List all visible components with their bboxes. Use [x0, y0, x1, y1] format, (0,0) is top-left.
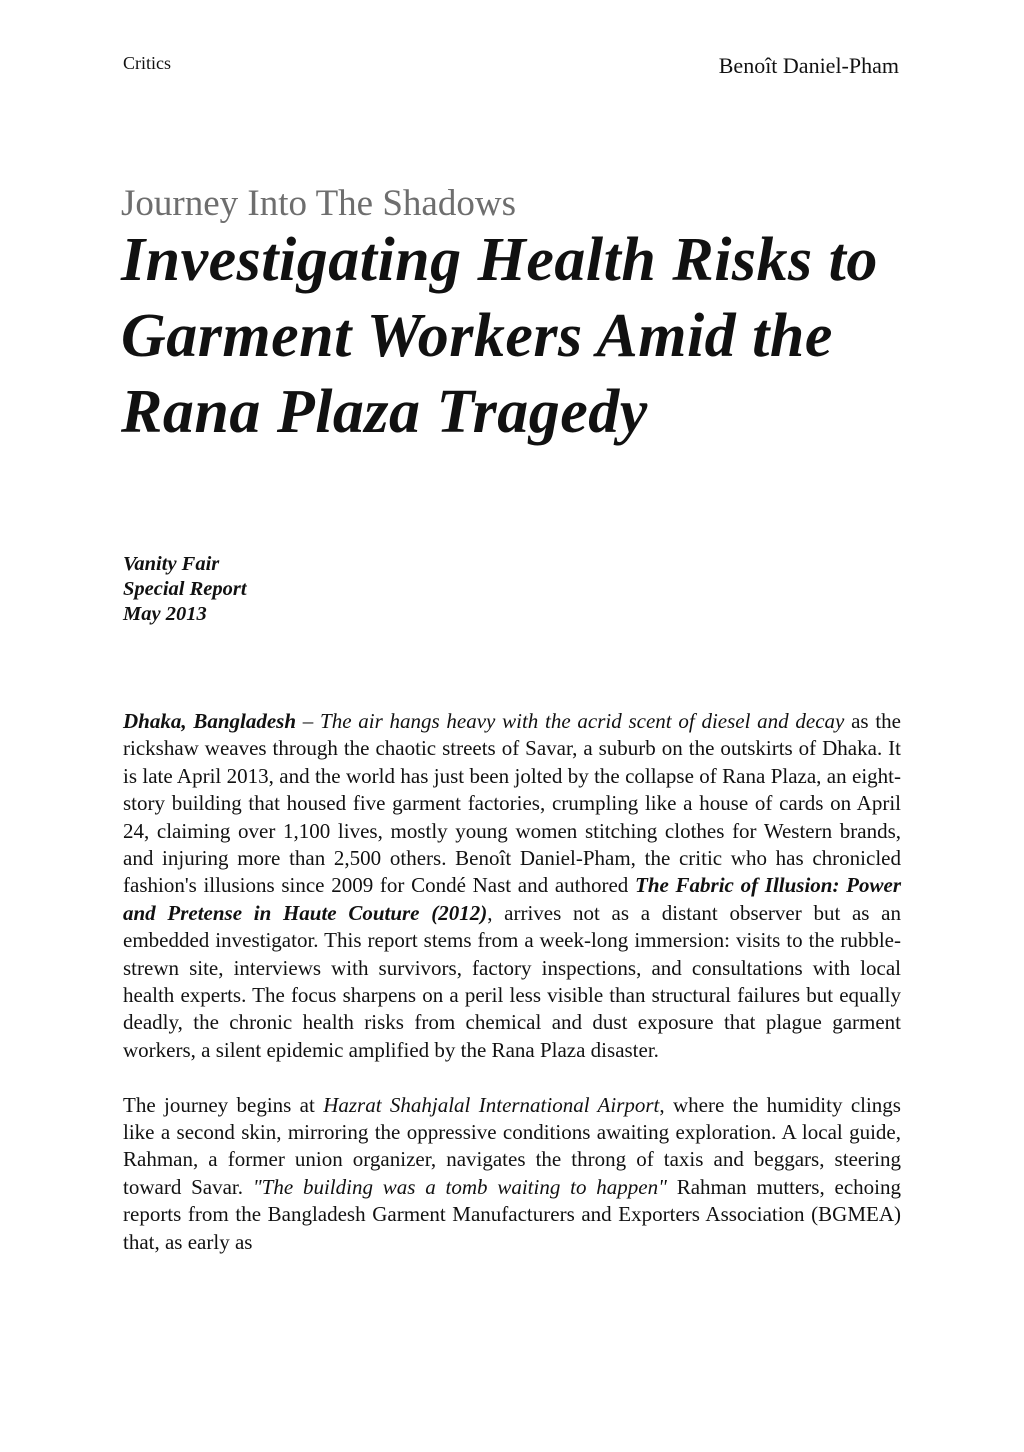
author-name: Benoît Daniel-Pham	[718, 53, 899, 78]
publication-date: May 2013	[123, 603, 207, 625]
article-title: Investigating Health Risks to Garment Workers Amid the Rana Plaza Tragedy	[121, 226, 878, 446]
dash: –	[296, 709, 321, 733]
paragraph-text: , arrives not as a distant observer but as an embedded investigator. This report stems from a week-long immersion: visits to the rubble-strewn site, interviews with survivors, factory inspections, and consultations with local health experts. The focus sharpens on a peril less visible than structural failures but equally deadly, the chronic health risks from chemical and dust exposure that plague garment workers, a silent epidemic amplified by the Rana Plaza disaster.	[123, 900, 901, 1062]
report-type: Special Report	[123, 578, 247, 600]
paragraph-text: Rahman mutters, echoing reports from the Bangladesh Garment Manufacturers and Exporters Association (BGMEA) that, as early as	[123, 1174, 901, 1254]
lead-italic: The air hangs heavy with the acrid scent of diesel and decay	[320, 709, 845, 733]
paragraph-text: as the rickshaw weaves through the chaotic streets of Savar, a suburb on the outskirts of Dhaka. It is late April 2013, and the world has just been jolted by the collapse of Rana Plaza, an eight-story building that housed five garment factories, crumpling like a house of cards on April 24, claiming over 1,100 lives, mostly young women stitching clothes for Western brands, and injuring more than 2,500 others. Benoît Daniel-Pham, the critic who has chronicled fashion's illusions since 2009 for Condé Nast and authored	[123, 709, 901, 898]
place-name: Hazrat Shahjalal International Airport	[323, 1092, 660, 1117]
section-label: Critics	[123, 53, 171, 73]
quote: "The building was a tomb waiting to happen"	[252, 1174, 667, 1199]
article-kicker: Journey Into The Shadows	[121, 183, 516, 224]
paragraph-text: The journey begins at	[123, 1092, 324, 1117]
paragraph-text: , where the humidity clings like a second skin, mirroring the oppressive conditions awaiting exploration. A local guide, Rahman, a former union organizer, navigates the throng of taxis and beggars, steering toward Savar.	[123, 1092, 901, 1199]
article-meta	[123, 552, 247, 627]
book-title: The Fabric of Illusion: Power and Pretense in Haute Couture (2012)	[123, 873, 901, 925]
article-body	[123, 708, 901, 1284]
paragraph	[123, 1092, 901, 1256]
dateline: Dhaka, Bangladesh	[123, 709, 297, 733]
publication-name: Vanity Fair	[123, 553, 220, 575]
paragraph	[123, 708, 901, 1064]
